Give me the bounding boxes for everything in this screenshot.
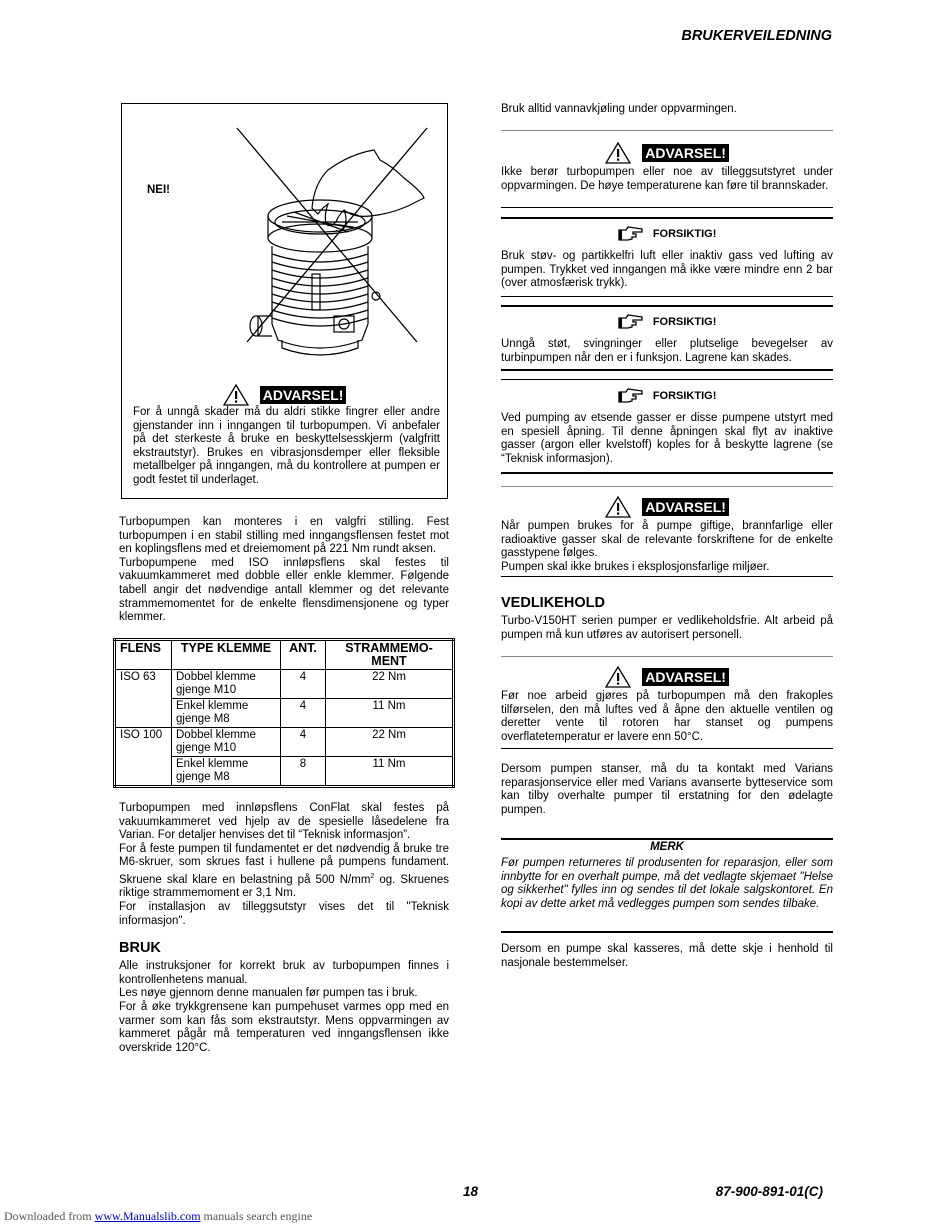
warning-text: Før noe arbeid gjøres på turbopumpen må den frakoples tilførselen, den må luftes ved å åpne den aktuelle ventilen og deretter vente til rotoren har stanset og pumpens overflatetemperatur er lavere enn 50°C.	[501, 690, 833, 743]
warning-badge: ADVARSEL!	[260, 386, 347, 404]
bruk-paragraph-1: Alle instruksjoner for korrekt bruk av turbopumpen finnes i kontrollenhetens manual.	[119, 960, 449, 986]
download-prefix: Downloaded from	[4, 1209, 95, 1223]
divider	[501, 472, 833, 474]
left-column-text	[119, 516, 449, 625]
table-header-row	[115, 640, 454, 670]
accessories-paragraph: For installasjon av tilleggsutstyr vises det til "Teknisk informasjon".	[119, 900, 449, 927]
table-header: STRAMMEMO-MENT	[326, 640, 454, 670]
caution-text: Unngå støt, svingninger eller plutselige bevegelser av turbinpumpen når den er i funksjon. Lagrene kan skades.	[501, 338, 833, 364]
iso-flange-paragraph: Turbopumpene med ISO innløpsflens skal festes til vakuumkammeret med dobble eller enkle klemmer. Følgende tabell angir det nødvendige antall klemmer og det relevante strammemomentet for de enkelte flensdimensjonene og typer klemmer.	[119, 556, 449, 624]
table-row	[115, 670, 454, 699]
caution-text: Bruk støv- og partikkelfri luft eller inaktiv gass ved lufting av pumpen. Trykket ved inngangen må ikke være mindre enn 2 bar (over atmosfærisk trykk).	[501, 250, 833, 290]
warning-text: Ikke berør turbopumpen eller noe av tilleggsutstyret under oppvarmingen. De høye temperaturene kan føre til brannskader.	[501, 166, 833, 192]
disposal-paragraph-block	[501, 943, 833, 970]
table-cell: 8	[281, 757, 326, 787]
divider	[501, 305, 833, 307]
download-notice	[4, 1209, 312, 1224]
right-column-intro	[501, 103, 833, 117]
figure-label: NEI!	[147, 184, 170, 196]
foundation-text-end: og. Skruenes riktige strammemoment er 3,1 Nm.	[119, 873, 449, 900]
bruk-paragraph-3: For å øke trykkgrensene kan pumpehuset varmes opp med en varmer som kan fås som ekstrautstyr. Mens oppvarmingen av kammeret pågår må temperaturen ved inngangsflensen ikke overskride 120°C.	[119, 1000, 449, 1054]
table-cell: Enkel klemme gjenge M8	[172, 699, 281, 728]
table-cell: 11 Nm	[326, 757, 454, 787]
table-header: FLENS	[115, 640, 172, 670]
caution-label: FORSIKTIG!	[652, 228, 717, 240]
divider	[501, 207, 833, 208]
left-column-lower	[119, 802, 449, 1055]
divider	[501, 379, 833, 380]
clamp-torque-table	[113, 638, 455, 788]
download-suffix: manuals search engine	[200, 1209, 313, 1223]
divider	[501, 576, 833, 577]
caution-block-1	[501, 222, 833, 291]
pump-warning-figure	[121, 103, 448, 499]
divider	[501, 369, 833, 371]
table-cell: Dobbel klemme gjenge M10	[172, 670, 281, 699]
note-text: Før pumpen returneres til produsenten for reparasjon, eller som innbytte for en overhalt pumpe, må det vedlagte skjemaet "Helse og sikkerhet" fylles inn og sendes til det lokale salgskontoret. En kopi av dette arket må vedlegges pumpen som sendes tilbake.	[501, 857, 833, 910]
warning-triangle-icon	[605, 496, 631, 518]
maintenance-section	[501, 595, 833, 642]
note-label: MERK	[650, 841, 684, 853]
warning-badge: ADVARSEL!	[642, 144, 729, 162]
divider	[501, 486, 833, 487]
divider	[501, 748, 833, 749]
mounting-paragraph: Turbopumpen kan monteres i en valgfri stilling. Fest turbopumpen i en stabil stilling med inngangsflensen festet mot en koplingsflens med et dreiemoment på 221 Nm rundt aksen.	[119, 516, 449, 556]
table-cell: 4	[281, 670, 326, 699]
service-paragraph: Dersom pumpen stanser, må du ta kontakt med Varians reparasjonservice eller med Varians avanserte bytteservice som kan tilby overhalte pumper til erstatning for den ødelagte pumpen.	[501, 763, 833, 816]
warning-block-2	[501, 492, 833, 574]
warning-text-2: Pumpen skal ikke brukes i eksplosjonsfarlige miljøer.	[501, 560, 770, 573]
table-row	[115, 728, 454, 757]
caution-label: FORSIKTIG!	[652, 316, 717, 328]
foundation-text: For å feste pumpen til fundamentet er det nødvendig å bruke tre M6-skruer, som skrues fast i hullene på pumpens fundament. Skruene skal klare en belastning på 500 N/mm	[119, 842, 449, 886]
table-cell: 4	[281, 699, 326, 728]
warning-block-3	[501, 662, 833, 744]
maintenance-paragraph: Turbo-V150HT serien pumper er vedlikeholdsfrie. Alt arbeid på pumpen må kun utføres av autorisert personell.	[501, 615, 833, 641]
page-header-title: BRUKERVEILEDNING	[681, 28, 832, 44]
table-cell: 22 Nm	[326, 728, 454, 757]
pointing-hand-icon	[618, 388, 644, 404]
caution-block-3	[501, 384, 833, 466]
table-cell: ISO 63	[115, 670, 172, 728]
divider	[501, 217, 833, 219]
divider	[501, 656, 833, 657]
table-cell: Enkel klemme gjenge M8	[172, 757, 281, 787]
note-block	[501, 841, 833, 911]
manualslib-link[interactable]: www.Manualslib.com	[94, 1209, 201, 1223]
table-cell: 11 Nm	[326, 699, 454, 728]
table-cell: 4	[281, 728, 326, 757]
conflat-paragraph: Turbopumpen med innløpsflens ConFlat skal festes på vakuumkammeret ved hjelp av de spesielle låsedelene fra Varian. For detaljer henvises det til “Teknisk informasjon”.	[119, 802, 449, 842]
divider	[501, 838, 833, 840]
table-header: ANT.	[281, 640, 326, 670]
pump-illustration	[122, 104, 447, 374]
service-paragraph-block	[501, 763, 833, 817]
disposal-paragraph: Dersom en pumpe skal kasseres, må dette skje i henhold til nasjonale bestemmelser.	[501, 943, 833, 969]
warning-triangle-icon	[223, 384, 249, 406]
warning-block-1	[501, 138, 833, 193]
figure-warning-text: For å unngå skader må du aldri stikke fingrer eller andre gjenstander inn i inngangen til turbopumpen. Vi anbefaler på det sterkeste å bruke en beskyttelsesskjerm (valgfritt ekstrautstyr). Brukes en vibrasjonsdemper eller fleksible metallbelger på inngangen, må du kontrollere at pumpen er godt festet til underlaget.	[133, 406, 440, 486]
pointing-hand-icon	[618, 314, 644, 330]
warning-badge: ADVARSEL!	[642, 668, 729, 686]
warning-triangle-icon	[605, 142, 631, 164]
caution-label: FORSIKTIG!	[652, 390, 717, 402]
caution-text: Ved pumping av etsende gasser er disse pumpene utstyrt med en spesiell åpning. Til denne åpningen skal flyt av inaktive gasser (argon eller kvelstoff) koples for å beskytte lagrene (se “Teknisk informasjon).	[501, 412, 833, 465]
bruk-paragraph-2: Les nøye gjennom denne manualen før pumpen tas i bruk.	[119, 987, 418, 1000]
table-header: TYPE KLEMME	[172, 640, 281, 670]
warning-badge: ADVARSEL!	[642, 498, 729, 516]
section-heading-vedlikehold: VEDLIKEHOLD	[501, 595, 605, 611]
caution-block-2	[501, 310, 833, 365]
divider	[501, 130, 833, 131]
page-number: 18	[463, 1184, 479, 1199]
section-heading-bruk: BRUK	[119, 940, 161, 957]
document-number: 87-900-891-01(C)	[715, 1184, 823, 1199]
table-cell: 22 Nm	[326, 670, 454, 699]
foundation-paragraph	[119, 843, 449, 901]
table-cell: Dobbel klemme gjenge M10	[172, 728, 281, 757]
table-cell: ISO 100	[115, 728, 172, 787]
pointing-hand-icon	[618, 226, 644, 242]
divider	[501, 931, 833, 933]
divider	[501, 296, 833, 297]
warning-triangle-icon	[605, 666, 631, 688]
superscript: 2	[370, 872, 375, 880]
water-cooling-paragraph: Bruk alltid vannavkjøling under oppvarmingen.	[501, 103, 737, 115]
figure-warning-text-block	[133, 406, 440, 488]
warning-text: Når pumpen brukes for å pumpe giftige, brannfarlige eller radioaktive gasser skal de relevante forskriftene for de enkelte gasstypene følges.	[501, 520, 833, 560]
